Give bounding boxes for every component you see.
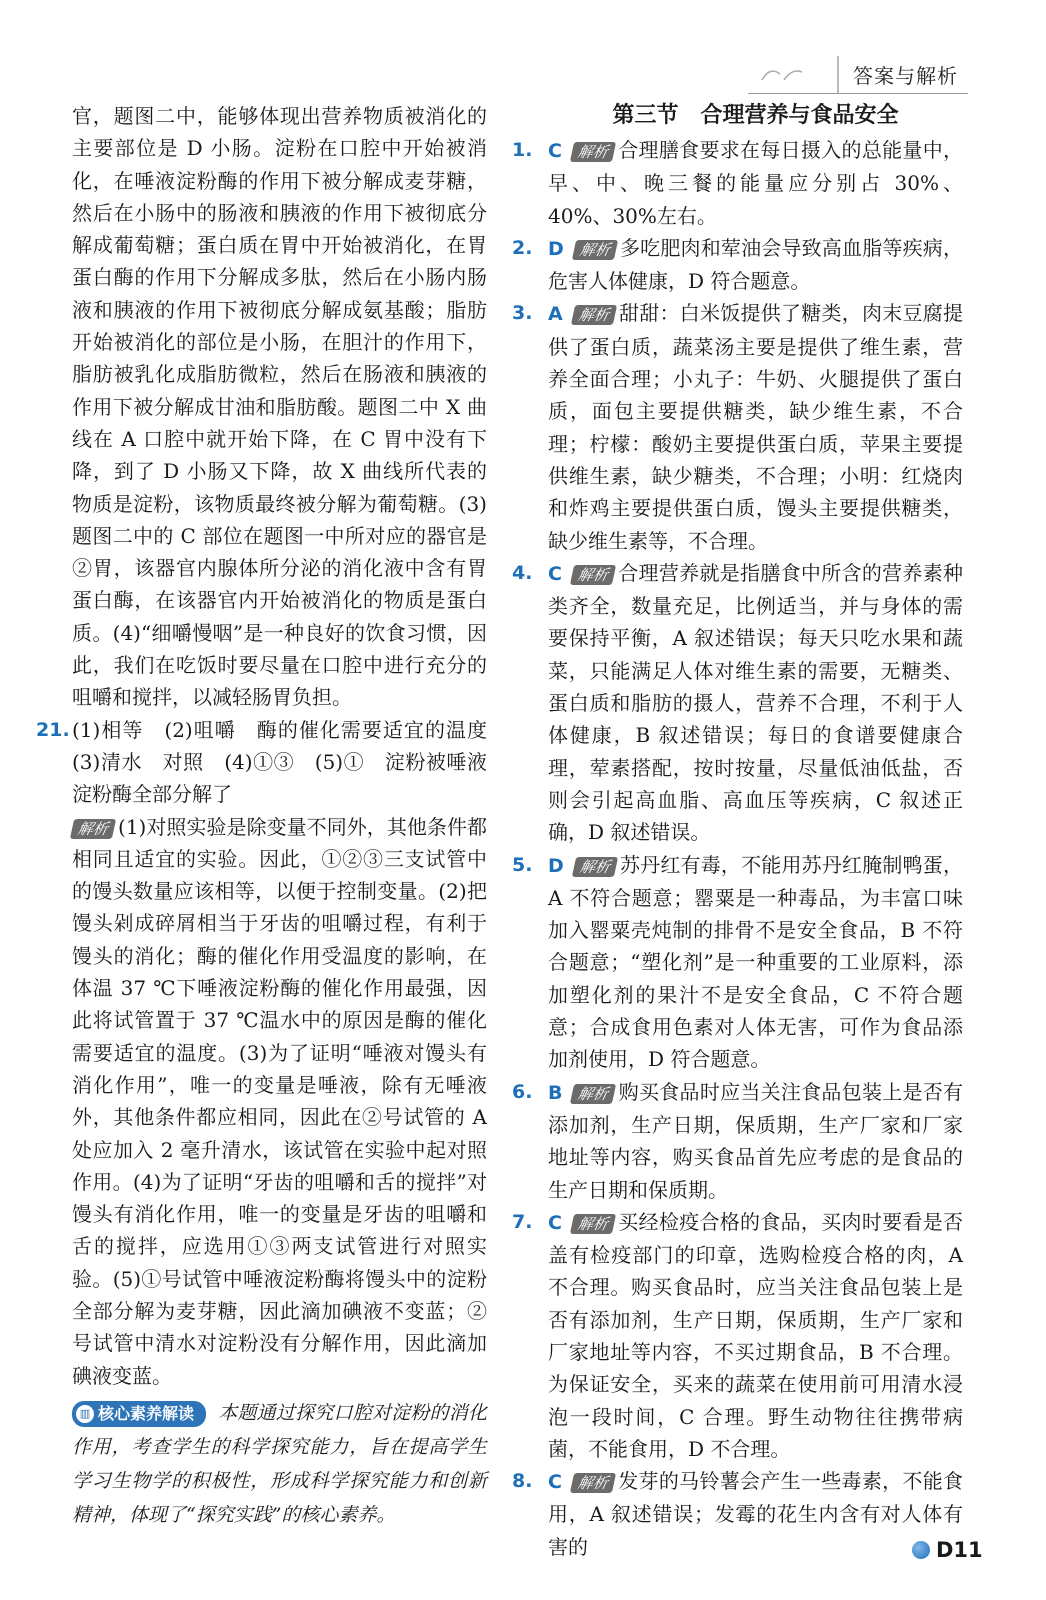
answer-letter: B bbox=[548, 1081, 563, 1104]
analysis-tag: 解析 bbox=[570, 565, 616, 585]
answer-letter: C bbox=[548, 562, 562, 585]
header-label: 答案与解析 bbox=[837, 56, 968, 93]
answer-item-4 bbox=[512, 557, 963, 849]
answer-item-3 bbox=[512, 297, 963, 556]
answer-text: 甜甜：白米饭提供了糖类，肉末豆腐提供了蛋白质，蔬菜汤主要是提供了维生素，营养全面合理；小丸子：牛奶、火腿提供了蛋白质，面包主要提供糖类，缺少维生素，不合理；柠檬：酸奶主要提供蛋白质，苹果主要提供维生素，缺少糖类，不合理；小明：红烧肉和炸鸡主要提供蛋白质，馒头主要提供糖类，缺少维生素等，不合理。 bbox=[548, 301, 963, 553]
answer-item-2 bbox=[512, 232, 963, 298]
answer-item-8 bbox=[512, 1465, 963, 1563]
question-number: 1. bbox=[512, 139, 533, 161]
answer-item-6 bbox=[512, 1076, 963, 1206]
answer-text: 买经检疫合格的食品，买肉时要看是否盖有检疫部门的印章，选购检疫合格的肉，A 不合理。购买食品时，应当关注食品包装上是否有添加剂，生产日期，保质期，生产厂家和厂家地址等内容，不买过期食品，B 不合理。为保证安全，买来的蔬菜在使用前可用清水浸泡一段时间，C 合理。野生动物往往携带病菌，不能食用，D 不合理。 bbox=[548, 1209, 963, 1461]
answer-item-7 bbox=[512, 1206, 963, 1465]
analysis-tag: 解析 bbox=[570, 142, 616, 162]
analysis-tag: 解析 bbox=[570, 1473, 616, 1493]
leaf-decoration-icon bbox=[758, 62, 814, 84]
analysis-tag: 解析 bbox=[572, 240, 618, 260]
core-literacy-text: 本题通过探究口腔对淀粉的消化作用，考查学生的科学探究能力，旨在提高学生学习生物学的积极性，形成科学探究能力和创新精神，体现了“探究实践”的核心素养。 bbox=[72, 1401, 487, 1526]
question-21 bbox=[36, 714, 507, 811]
answer-text: 多吃肥肉和荤油会导致高血脂等疾病，危害人体健康，D 符合题意。 bbox=[548, 235, 963, 294]
core-badge-label: 核心素养解读 bbox=[98, 1403, 195, 1423]
answer-text: 合理营养就是指膳食中所含的营养素种类齐全，数量充足，比例适当，并与身体的需要保持平衡，A 叙述错误；每天只吃水果和蔬菜，只能满足人体对维生素的需要，无糖类、蛋白质和脂肪的摄人，营养不合理，不利于人体健康，B 叙述错误；每日的食谱要健康合理，荤素搭配，按时按量，尽量低油低盐，否则会引起高血脂、高血压等疾病，C 叙述正确，D 叙述错误。 bbox=[548, 560, 963, 845]
answer-text: 苏丹红有毒，不能用苏丹红腌制鸭蛋，A 不符合题意；罂粟是一种毒品，为丰富口味加入罂粟壳炖制的排骨不是安全食品，B 不符合题意；“塑化剂”是一种重要的工业原料，添加塑化剂的果汁不是安全食品，C 不符合题意；合成食用色素对人体无害，可作为食品添加剂使用，D 符合题意。 bbox=[548, 852, 963, 1072]
analysis-tag: 解析 bbox=[570, 1084, 616, 1104]
question-number: 4. bbox=[512, 561, 533, 584]
analysis-tag: 解析 bbox=[572, 857, 618, 877]
core-literacy-badge bbox=[72, 1401, 206, 1427]
answer-letter: D bbox=[548, 854, 564, 877]
explanation-text: (1)对照实验是除变量不同外，其他条件都相同且适宜的实验。因此，①②③三支试管中的馒头数量应该相等，以便于控制变量。(2)把馒头剁成碎屑相当于牙齿的咀嚼过程，有利于馒头的消化；酶的催化作用受温度的影响，在体温 37 ℃下唾液淀粉酶的催化作用最强，因此将试管置于 37 ℃温水中的原因是酶的催化需要适宜的温度。(3)为了证明“唾液对馒头有消化作用”，唯一的变量是唾液，除有无唾液外，其他条件都应相同，因此在②号试管的 A 处应加入 2 毫升清水，该试管在实验中起对照作用。(4)为了证明“牙齿的咀嚼和舌的搅拌”对馒头有消化作用，唯一的变量是牙齿的咀嚼和舌的搅拌，应选用①③两支试管进行对照实验。(5)①号试管中唾液淀粉酶将馒头中的淀粉全部分解为麦芽糖，因此滴加碘液不变蓝；②号试管中清水对淀粉没有分解作用，因此滴加碘液变蓝。 bbox=[72, 814, 487, 1388]
question-number: 21. bbox=[36, 718, 70, 741]
core-literacy-note bbox=[72, 1396, 487, 1532]
question-number: 3. bbox=[512, 302, 533, 325]
answer-item-5 bbox=[512, 849, 963, 1076]
page-dot-icon bbox=[912, 1541, 930, 1559]
answer-letter: C bbox=[548, 1211, 562, 1234]
question-21-answer: (1)相等 (2)咀嚼 酶的催化需要适宜的温度 (3)清水 对照 (4)①③ (5)① 淀粉被唾液淀粉酶全部分解了 bbox=[72, 717, 507, 807]
question-number: 8. bbox=[512, 1470, 533, 1493]
analysis-tag: 解析 bbox=[70, 819, 116, 839]
page-header bbox=[768, 56, 968, 92]
header-rule bbox=[748, 93, 968, 94]
book-icon: ▥ bbox=[76, 1405, 94, 1423]
answer-text: 合理膳食要求在每日摄入的总能量中，早、中、晚三餐的能量应分别占 30%、40%、30%左右。 bbox=[548, 138, 963, 228]
analysis-tag: 解析 bbox=[570, 1214, 616, 1234]
question-number: 7. bbox=[512, 1210, 533, 1233]
analysis-tag: 解析 bbox=[571, 305, 617, 325]
question-21-explanation bbox=[72, 811, 487, 1392]
answer-item-1 bbox=[512, 134, 963, 232]
answer-letter: C bbox=[548, 1471, 562, 1494]
question-number: 5. bbox=[512, 853, 533, 876]
continued-explanation: 官，题图二中，能够体现出营养物质被消化的主要部位是 D 小肠。淀粉在口腔中开始被消化，在唾液淀粉酶的作用下被分解成麦芽糖，然后在小肠中的肠液和胰液的作用下被彻底分解成葡萄糖；蛋白质在胃中开始被消化，在胃蛋白酶的作用下分解成多肽，然后在小肠内肠液和胰液的作用下被彻底分解成氨基酸；脂肪开始被消化的部位是小肠，在胆汁的作用下，脂肪被乳化成脂肪微粒，然后在肠液和胰液的作用下被分解成甘油和脂肪酸。题图二中 X 曲线在 A 口腔中就开始下降，在 C 胃中没有下降，到了 D 小肠又下降，故 X 曲线所代表的物质是淀粉，该物质最终被分解为葡萄糖。(3)题图二中的 C 部位在题图一中所对应的器官是②胃，该器官内腺体所分泌的消化液中含有胃蛋白酶，在该器官内开始被消化的物质是蛋白质。(4)“细嚼慢咽”是一种良好的饮食习惯，因此，我们在吃饭时要尽量在口腔中进行充分的咀嚼和搅拌，以减轻肠胃负担。 bbox=[72, 104, 487, 710]
answer-text: 购买食品时应当关注食品包装上是否有添加剂，生产日期，保质期，生产厂家和厂家地址等内容，购买食品首先应考虑的是食品的生产日期和保质期。 bbox=[548, 1079, 963, 1202]
answer-letter: A bbox=[548, 303, 563, 326]
answer-text: 发芽的马铃薯会产生一些毒素，不能食用，A 叙述错误；发霉的花生内含有对人体有害的 bbox=[548, 1469, 963, 1559]
right-column bbox=[512, 100, 963, 1563]
section-title: 第三节 合理营养与食品安全 bbox=[612, 103, 899, 128]
question-number: 2. bbox=[512, 236, 533, 259]
answer-letter: C bbox=[548, 140, 562, 162]
page-number-text: D11 bbox=[936, 1538, 983, 1562]
answer-letter: D bbox=[548, 237, 564, 260]
question-number: 6. bbox=[512, 1080, 533, 1103]
left-column bbox=[36, 100, 507, 1532]
page-number bbox=[912, 1536, 983, 1564]
